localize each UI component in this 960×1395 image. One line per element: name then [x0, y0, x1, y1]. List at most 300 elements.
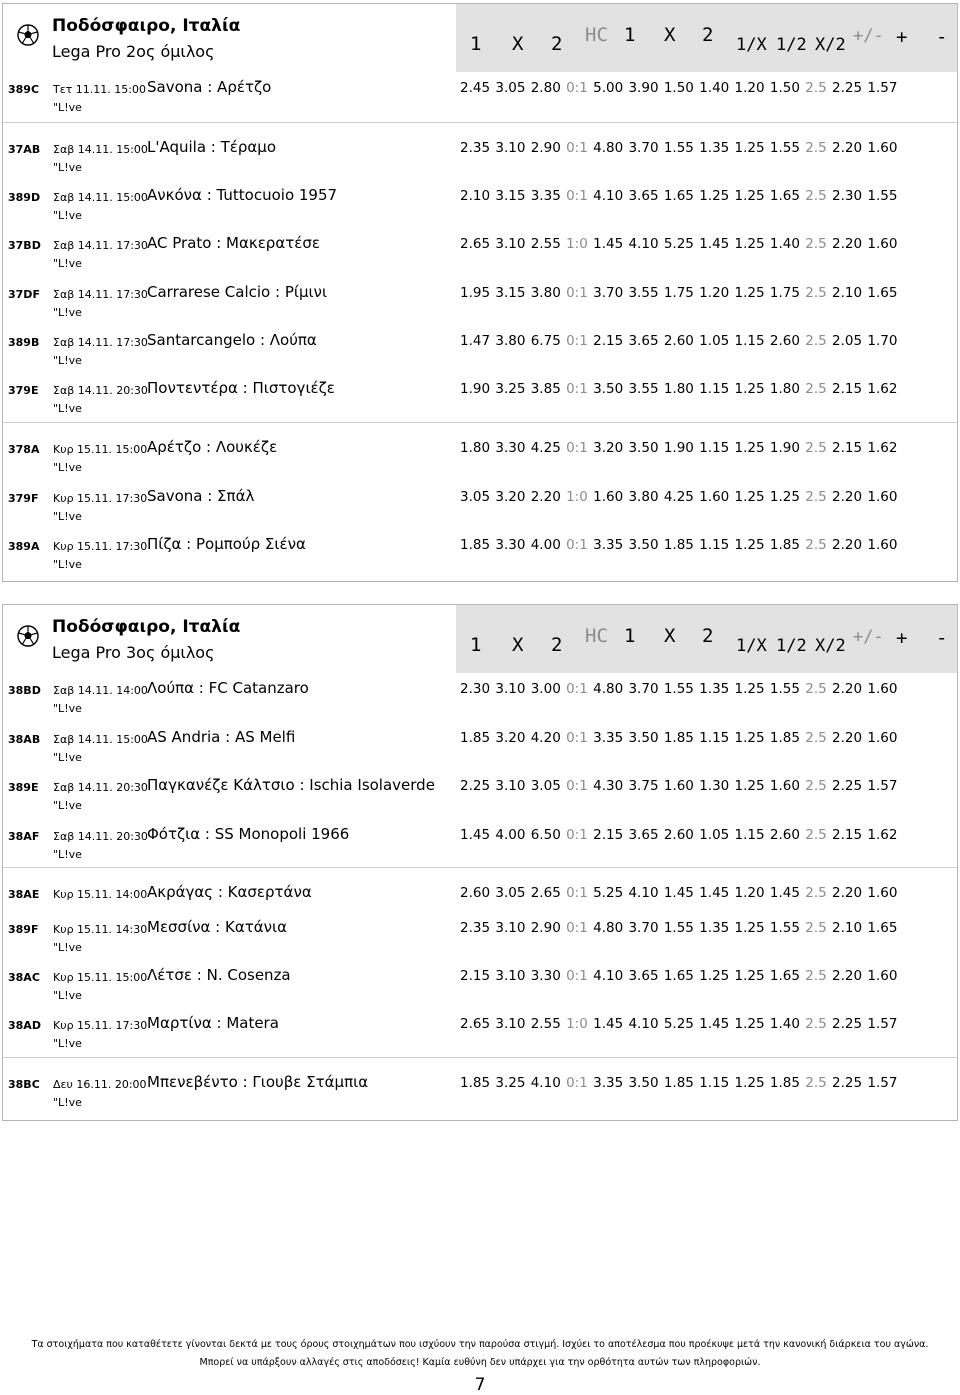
match-row: [3, 912, 957, 960]
odds-dx2[interactable]: 2.60: [769, 827, 800, 843]
odds-hx[interactable]: 3.65: [628, 968, 659, 984]
odds-h1[interactable]: 5.25: [593, 885, 624, 901]
odds-o2[interactable]: 2.90: [530, 920, 561, 936]
odds-d1x[interactable]: 1.25: [699, 968, 730, 984]
odds-o2[interactable]: 2.20: [530, 489, 561, 505]
odds-d12[interactable]: 1.25: [734, 1016, 765, 1032]
live-badge: "L!ve: [53, 161, 82, 174]
odds-o2[interactable]: 2.80: [530, 80, 561, 96]
odds-d1x[interactable]: 1.05: [699, 333, 730, 349]
odds-h1[interactable]: 2.15: [593, 333, 624, 349]
odds-h1[interactable]: 4.80: [593, 140, 624, 156]
odds-h1[interactable]: 4.10: [593, 968, 624, 984]
odds-hx[interactable]: 3.50: [628, 1075, 659, 1091]
odds-h2[interactable]: 1.55: [663, 681, 694, 697]
odds-line[interactable]: 2.5: [805, 333, 827, 349]
odds-ox[interactable]: 3.25: [495, 381, 526, 397]
odds-hc[interactable]: 0:1: [566, 1075, 588, 1091]
odds-ox[interactable]: 3.10: [495, 681, 526, 697]
event-datetime: Κυρ 15.11. 15:00: [53, 443, 148, 456]
odds-hc[interactable]: 0:1: [566, 440, 588, 456]
odds-ox[interactable]: 3.15: [495, 285, 526, 301]
odds-dx2[interactable]: 1.45: [769, 885, 800, 901]
odds-over[interactable]: 2.20: [832, 236, 863, 252]
odds-dx2[interactable]: 1.75: [769, 285, 800, 301]
odds-ox[interactable]: 3.10: [495, 778, 526, 794]
odds-over[interactable]: 2.10: [832, 285, 863, 301]
odds-h1[interactable]: 5.00: [593, 80, 624, 96]
odds-d1x[interactable]: 1.35: [699, 920, 730, 936]
odds-dx2[interactable]: 1.65: [769, 968, 800, 984]
odds-o1[interactable]: 2.35: [460, 920, 491, 936]
odds-hx[interactable]: 3.55: [628, 381, 659, 397]
odds-under[interactable]: 1.60: [867, 537, 898, 553]
col-hc-1: 1: [624, 24, 636, 46]
odds-h2[interactable]: 1.50: [663, 80, 694, 96]
odds-ox[interactable]: 3.20: [495, 730, 526, 746]
event-datetime: Σαβ 14.11. 15:00: [53, 733, 148, 746]
odds-ox[interactable]: 3.05: [495, 885, 526, 901]
odds-dx2[interactable]: 1.55: [769, 681, 800, 697]
odds-over[interactable]: 2.15: [832, 440, 863, 456]
odds-d1x[interactable]: 1.20: [699, 285, 730, 301]
odds-d12[interactable]: 1.20: [734, 885, 765, 901]
odds-line[interactable]: 2.5: [805, 140, 827, 156]
odds-dx2[interactable]: 1.40: [769, 236, 800, 252]
odds-d12[interactable]: 1.25: [734, 778, 765, 794]
odds-hc[interactable]: 0:1: [566, 827, 588, 843]
odds-hc[interactable]: 0:1: [566, 285, 588, 301]
odds-d12[interactable]: 1.15: [734, 827, 765, 843]
odds-o2[interactable]: 3.80: [530, 285, 561, 301]
odds-h2[interactable]: 2.60: [663, 333, 694, 349]
league-title: Lega Pro 2ος όμιλος: [52, 42, 215, 61]
odds-ox[interactable]: 3.10: [495, 968, 526, 984]
odds-h2[interactable]: 2.60: [663, 827, 694, 843]
odds-o1[interactable]: 1.80: [460, 440, 491, 456]
event-code: 37BD: [8, 239, 41, 252]
odds-ox[interactable]: 4.00: [495, 827, 526, 843]
odds-h2[interactable]: 1.65: [663, 188, 694, 204]
odds-line[interactable]: 2.5: [805, 489, 827, 505]
odds-h2[interactable]: 1.65: [663, 968, 694, 984]
odds-over[interactable]: 2.20: [832, 968, 863, 984]
odds-dx2[interactable]: 1.50: [769, 80, 800, 96]
odds-o1[interactable]: 2.15: [460, 968, 491, 984]
odds-hx[interactable]: 3.50: [628, 440, 659, 456]
col-1: 1: [470, 634, 482, 656]
odds-o1[interactable]: 1.90: [460, 381, 491, 397]
odds-h2[interactable]: 1.90: [663, 440, 694, 456]
odds-h1[interactable]: 1.45: [593, 1016, 624, 1032]
event-datetime: Σαβ 14.11. 17:30: [53, 239, 148, 252]
odds-hx[interactable]: 3.70: [628, 140, 659, 156]
col-under: -: [936, 627, 948, 649]
odds-line[interactable]: 2.5: [805, 968, 827, 984]
odds-d12[interactable]: 1.25: [734, 1075, 765, 1091]
odds-line[interactable]: 2.5: [805, 827, 827, 843]
odds-hc[interactable]: 0:1: [566, 188, 588, 204]
odds-o2[interactable]: 3.35: [530, 188, 561, 204]
odds-h1[interactable]: 3.35: [593, 730, 624, 746]
odds-h2[interactable]: 1.85: [663, 1075, 694, 1091]
odds-under[interactable]: 1.60: [867, 681, 898, 697]
odds-hc[interactable]: 0:1: [566, 885, 588, 901]
odds-over[interactable]: 2.25: [832, 778, 863, 794]
odds-dx2[interactable]: 1.80: [769, 381, 800, 397]
odds-ox[interactable]: 3.10: [495, 920, 526, 936]
odds-line: [460, 236, 897, 252]
odds-over[interactable]: 2.10: [832, 920, 863, 936]
odds-over[interactable]: 2.20: [832, 730, 863, 746]
odds-line[interactable]: 2.5: [805, 885, 827, 901]
live-badge: "L!ve: [53, 306, 82, 319]
odds-under[interactable]: 1.55: [867, 188, 898, 204]
odds-hc[interactable]: 1:0: [566, 1016, 588, 1032]
odds-line[interactable]: 2.5: [805, 1016, 827, 1032]
odds-over[interactable]: 2.15: [832, 381, 863, 397]
odds-line[interactable]: 2.5: [805, 1075, 827, 1091]
odds-o2[interactable]: 3.05: [530, 778, 561, 794]
odds-hx[interactable]: 3.50: [628, 730, 659, 746]
odds-hc[interactable]: 0:1: [566, 920, 588, 936]
odds-hc[interactable]: 1:0: [566, 489, 588, 505]
odds-hx[interactable]: 4.10: [628, 236, 659, 252]
odds-o2[interactable]: 4.20: [530, 730, 561, 746]
odds-under[interactable]: 1.60: [867, 885, 898, 901]
odds-ox[interactable]: 3.10: [495, 236, 526, 252]
odds-over[interactable]: 2.25: [832, 1016, 863, 1032]
odds-dx2[interactable]: 1.85: [769, 1075, 800, 1091]
odds-dx2[interactable]: 1.55: [769, 140, 800, 156]
odds-hx[interactable]: 3.80: [628, 489, 659, 505]
odds-hx[interactable]: 3.70: [628, 681, 659, 697]
odds-h1[interactable]: 3.20: [593, 440, 624, 456]
odds-h1[interactable]: 3.50: [593, 381, 624, 397]
odds-under[interactable]: 1.57: [867, 778, 898, 794]
odds-h1[interactable]: 3.35: [593, 1075, 624, 1091]
odds-o2[interactable]: 6.50: [530, 827, 561, 843]
odds-h2[interactable]: 1.45: [663, 885, 694, 901]
odds-under[interactable]: 1.65: [867, 920, 898, 936]
odds-o2[interactable]: 4.25: [530, 440, 561, 456]
odds-line[interactable]: 2.5: [805, 440, 827, 456]
odds-under[interactable]: 1.60: [867, 236, 898, 252]
odds-d12[interactable]: 1.25: [734, 489, 765, 505]
column-headers: [456, 605, 957, 673]
odds-ox[interactable]: 3.15: [495, 188, 526, 204]
odds-hx[interactable]: 3.65: [628, 188, 659, 204]
odds-d12[interactable]: 1.20: [734, 80, 765, 96]
odds-line[interactable]: 2.5: [805, 730, 827, 746]
odds-o2[interactable]: 3.85: [530, 381, 561, 397]
match-row: [3, 432, 957, 480]
odds-hx[interactable]: 3.75: [628, 778, 659, 794]
odds-line: [460, 440, 897, 456]
odds-over[interactable]: 2.20: [832, 140, 863, 156]
odds-under[interactable]: 1.65: [867, 285, 898, 301]
odds-line[interactable]: 2.5: [805, 920, 827, 936]
odds-o2[interactable]: 3.00: [530, 681, 561, 697]
odds-h1[interactable]: 4.80: [593, 920, 624, 936]
odds-ox[interactable]: 3.10: [495, 140, 526, 156]
odds-line[interactable]: 2.5: [805, 778, 827, 794]
odds-d1x[interactable]: 1.35: [699, 681, 730, 697]
match-teams: Savona : Αρέτζο: [147, 78, 272, 96]
odds-hx[interactable]: 3.65: [628, 827, 659, 843]
odds-dx2[interactable]: 1.60: [769, 778, 800, 794]
col-over-under: +/-: [853, 26, 884, 46]
match-row: [3, 180, 957, 228]
col-x: X: [512, 33, 524, 55]
odds-o1[interactable]: 2.25: [460, 778, 491, 794]
odds-o1[interactable]: 2.10: [460, 188, 491, 204]
odds-line[interactable]: 2.5: [805, 681, 827, 697]
odds-under[interactable]: 1.60: [867, 140, 898, 156]
odds-d12[interactable]: 1.25: [734, 236, 765, 252]
odds-over[interactable]: 2.20: [832, 885, 863, 901]
odds-line[interactable]: 2.5: [805, 381, 827, 397]
odds-d1x[interactable]: 1.30: [699, 778, 730, 794]
odds-ox[interactable]: 3.80: [495, 333, 526, 349]
col-hc-1: 1: [624, 625, 636, 647]
odds-d12[interactable]: 1.15: [734, 333, 765, 349]
odds-dx2[interactable]: 1.85: [769, 537, 800, 553]
odds-hc[interactable]: 0:1: [566, 537, 588, 553]
odds-ox[interactable]: 3.30: [495, 537, 526, 553]
match-teams: Παγκανέζε Κάλτσιο : Ischia Isolaverde: [147, 776, 435, 794]
odds-d12[interactable]: 1.25: [734, 140, 765, 156]
col-12: 1/2: [776, 35, 807, 55]
odds-under[interactable]: 1.62: [867, 381, 898, 397]
odds-ox[interactable]: 3.25: [495, 1075, 526, 1091]
odds-o1[interactable]: 1.45: [460, 827, 491, 843]
event-code: 37DF: [8, 288, 40, 301]
live-badge: "L!ve: [53, 461, 82, 474]
odds-d1x[interactable]: 1.45: [699, 885, 730, 901]
odds-under[interactable]: 1.70: [867, 333, 898, 349]
odds-hc[interactable]: 0:1: [566, 681, 588, 697]
odds-o1[interactable]: 2.60: [460, 885, 491, 901]
col-x2: X/2: [815, 636, 846, 656]
odds-d1x[interactable]: 1.15: [699, 730, 730, 746]
odds-hc[interactable]: 0:1: [566, 778, 588, 794]
odds-under[interactable]: 1.60: [867, 968, 898, 984]
odds-d12[interactable]: 1.25: [734, 730, 765, 746]
match-teams: Πίζα : Ρομπούρ Σιένα: [147, 535, 306, 553]
odds-o1[interactable]: 1.85: [460, 1075, 491, 1091]
odds-ox[interactable]: 3.20: [495, 489, 526, 505]
live-badge: "L!ve: [53, 1037, 82, 1050]
odds-hc[interactable]: 0:1: [566, 381, 588, 397]
col-x: X: [512, 634, 524, 656]
col-hc-2: 2: [702, 625, 714, 647]
event-code: 389D: [8, 191, 41, 204]
match-teams: Αρέτζο : Λουκέζε: [147, 438, 278, 456]
odds-dx2[interactable]: 2.60: [769, 333, 800, 349]
odds-o1[interactable]: 2.65: [460, 1016, 491, 1032]
odds-over[interactable]: 2.30: [832, 188, 863, 204]
odds-over[interactable]: 2.20: [832, 537, 863, 553]
odds-over[interactable]: 2.05: [832, 333, 863, 349]
odds-ox[interactable]: 3.30: [495, 440, 526, 456]
odds-hc[interactable]: 0:1: [566, 80, 588, 96]
odds-hx[interactable]: 3.70: [628, 920, 659, 936]
odds-line[interactable]: 2.5: [805, 285, 827, 301]
odds-h2[interactable]: 1.60: [663, 778, 694, 794]
odds-d1x[interactable]: 1.40: [699, 80, 730, 96]
odds-d12[interactable]: 1.25: [734, 285, 765, 301]
odds-over[interactable]: 2.15: [832, 827, 863, 843]
odds-hc[interactable]: 0:1: [566, 730, 588, 746]
odds-hx[interactable]: 3.65: [628, 333, 659, 349]
odds-hc[interactable]: 0:1: [566, 140, 588, 156]
odds-h1[interactable]: 4.10: [593, 188, 624, 204]
odds-o1[interactable]: 2.35: [460, 140, 491, 156]
col-hc: HC: [585, 625, 608, 647]
odds-o2[interactable]: 4.00: [530, 537, 561, 553]
odds-h1[interactable]: 3.35: [593, 537, 624, 553]
col-1: 1: [470, 33, 482, 55]
odds-o1[interactable]: 2.30: [460, 681, 491, 697]
col-hc-2: 2: [702, 24, 714, 46]
odds-o2[interactable]: 6.75: [530, 333, 561, 349]
odds-under[interactable]: 1.57: [867, 1016, 898, 1032]
odds-ox[interactable]: 3.10: [495, 1016, 526, 1032]
odds-over[interactable]: 2.25: [832, 1075, 863, 1091]
odds-h2[interactable]: 1.55: [663, 140, 694, 156]
odds-h1[interactable]: 2.15: [593, 827, 624, 843]
event-code: 38AE: [8, 888, 40, 901]
odds-d12[interactable]: 1.25: [734, 968, 765, 984]
odds-line[interactable]: 2.5: [805, 236, 827, 252]
odds-under[interactable]: 1.62: [867, 827, 898, 843]
match-teams: Santarcangelo : Λούπα: [147, 331, 317, 349]
odds-dx2[interactable]: 1.40: [769, 1016, 800, 1032]
odds-o2[interactable]: 2.55: [530, 236, 561, 252]
odds-line[interactable]: 2.5: [805, 537, 827, 553]
odds-d12[interactable]: 1.25: [734, 381, 765, 397]
odds-over[interactable]: 2.20: [832, 681, 863, 697]
odds-under[interactable]: 1.57: [867, 80, 898, 96]
odds-d1x[interactable]: 1.15: [699, 1075, 730, 1091]
odds-h1[interactable]: 1.60: [593, 489, 624, 505]
odds-d1x[interactable]: 1.45: [699, 1016, 730, 1032]
odds-h2[interactable]: 1.75: [663, 285, 694, 301]
odds-o1[interactable]: 1.85: [460, 537, 491, 553]
odds-under[interactable]: 1.62: [867, 440, 898, 456]
odds-d1x[interactable]: 1.15: [699, 440, 730, 456]
odds-h2[interactable]: 5.25: [663, 236, 694, 252]
odds-o1[interactable]: 1.47: [460, 333, 491, 349]
odds-h2[interactable]: 1.55: [663, 920, 694, 936]
match-row: [3, 1008, 957, 1056]
odds-hx[interactable]: 3.55: [628, 285, 659, 301]
odds-h2[interactable]: 4.25: [663, 489, 694, 505]
odds-dx2[interactable]: 1.90: [769, 440, 800, 456]
col-2: 2: [551, 634, 563, 656]
match-row: [3, 132, 957, 180]
odds-hc[interactable]: 0:1: [566, 333, 588, 349]
event-datetime: Κυρ 15.11. 17:30: [53, 1019, 148, 1032]
odds-under[interactable]: 1.60: [867, 489, 898, 505]
odds-line: [460, 381, 897, 397]
live-badge: "L!ve: [53, 941, 82, 954]
odds-h1[interactable]: 4.80: [593, 681, 624, 697]
odds-d12[interactable]: 1.25: [734, 188, 765, 204]
odds-d12[interactable]: 1.25: [734, 537, 765, 553]
odds-o2[interactable]: 2.55: [530, 1016, 561, 1032]
odds-d1x[interactable]: 1.15: [699, 537, 730, 553]
odds-hx[interactable]: 3.90: [628, 80, 659, 96]
odds-d12[interactable]: 1.25: [734, 440, 765, 456]
odds-hx[interactable]: 4.10: [628, 1016, 659, 1032]
odds-o1[interactable]: 1.95: [460, 285, 491, 301]
odds-d1x[interactable]: 1.45: [699, 236, 730, 252]
league-section-3rd-group: [2, 604, 958, 1121]
odds-dx2[interactable]: 1.85: [769, 730, 800, 746]
odds-h1[interactable]: 3.70: [593, 285, 624, 301]
odds-h1[interactable]: 1.45: [593, 236, 624, 252]
odds-o1[interactable]: 2.65: [460, 236, 491, 252]
odds-d1x[interactable]: 1.35: [699, 140, 730, 156]
odds-hx[interactable]: 3.50: [628, 537, 659, 553]
odds-line: [460, 1075, 897, 1091]
odds-d1x[interactable]: 1.05: [699, 827, 730, 843]
odds-d12[interactable]: 1.25: [734, 920, 765, 936]
soccer-ball-icon: [17, 625, 39, 647]
terms-note: Τα στοιχήματα που καταθέτετε γίνονται δεκτά με τους όρους στοιχημάτων που ισχύουν την παρούσα στιγμή. Ισχύει το αποτέλεσμα που προέκυψε μετά την κανονική διάρκεια του αγώνα.: [31, 1339, 929, 1350]
odds-o1[interactable]: 2.45: [460, 80, 491, 96]
odds-over[interactable]: 2.25: [832, 80, 863, 96]
odds-hx[interactable]: 4.10: [628, 885, 659, 901]
disclaimer-note: Μπορεί να υπάρξουν αλλαγές στις αποδόσεις! Καμία ευθύνη δεν υπάρχει για την ορθότητα αυτών των πληροφοριών.: [199, 1357, 761, 1368]
column-headers: [456, 4, 957, 72]
odds-o2[interactable]: 2.90: [530, 140, 561, 156]
odds-under[interactable]: 1.60: [867, 730, 898, 746]
odds-h2[interactable]: 1.85: [663, 730, 694, 746]
odds-d12[interactable]: 1.25: [734, 681, 765, 697]
odds-o2[interactable]: 3.30: [530, 968, 561, 984]
odds-o2[interactable]: 2.65: [530, 885, 561, 901]
odds-dx2[interactable]: 1.25: [769, 489, 800, 505]
odds-over[interactable]: 2.20: [832, 489, 863, 505]
odds-h2[interactable]: 5.25: [663, 1016, 694, 1032]
odds-o2[interactable]: 4.10: [530, 1075, 561, 1091]
odds-hc[interactable]: 1:0: [566, 236, 588, 252]
odds-h2[interactable]: 1.80: [663, 381, 694, 397]
odds-dx2[interactable]: 1.65: [769, 188, 800, 204]
odds-under[interactable]: 1.57: [867, 1075, 898, 1091]
event-code: 379E: [8, 384, 39, 397]
odds-ox[interactable]: 3.05: [495, 80, 526, 96]
odds-o1[interactable]: 1.85: [460, 730, 491, 746]
odds-line[interactable]: 2.5: [805, 188, 827, 204]
match-teams: Μεσσίνα : Κατάνια: [147, 918, 287, 936]
odds-h2[interactable]: 1.85: [663, 537, 694, 553]
odds-dx2[interactable]: 1.55: [769, 920, 800, 936]
odds-d1x[interactable]: 1.60: [699, 489, 730, 505]
match-teams: Ανκόνα : Tuttocuoio 1957: [147, 186, 338, 204]
odds-d1x[interactable]: 1.25: [699, 188, 730, 204]
live-badge: "L!ve: [53, 702, 82, 715]
odds-o1[interactable]: 3.05: [460, 489, 491, 505]
odds-d1x[interactable]: 1.15: [699, 381, 730, 397]
odds-hc[interactable]: 0:1: [566, 968, 588, 984]
odds-h1[interactable]: 4.30: [593, 778, 624, 794]
odds-line[interactable]: 2.5: [805, 80, 827, 96]
event-code: 38BC: [8, 1078, 40, 1091]
